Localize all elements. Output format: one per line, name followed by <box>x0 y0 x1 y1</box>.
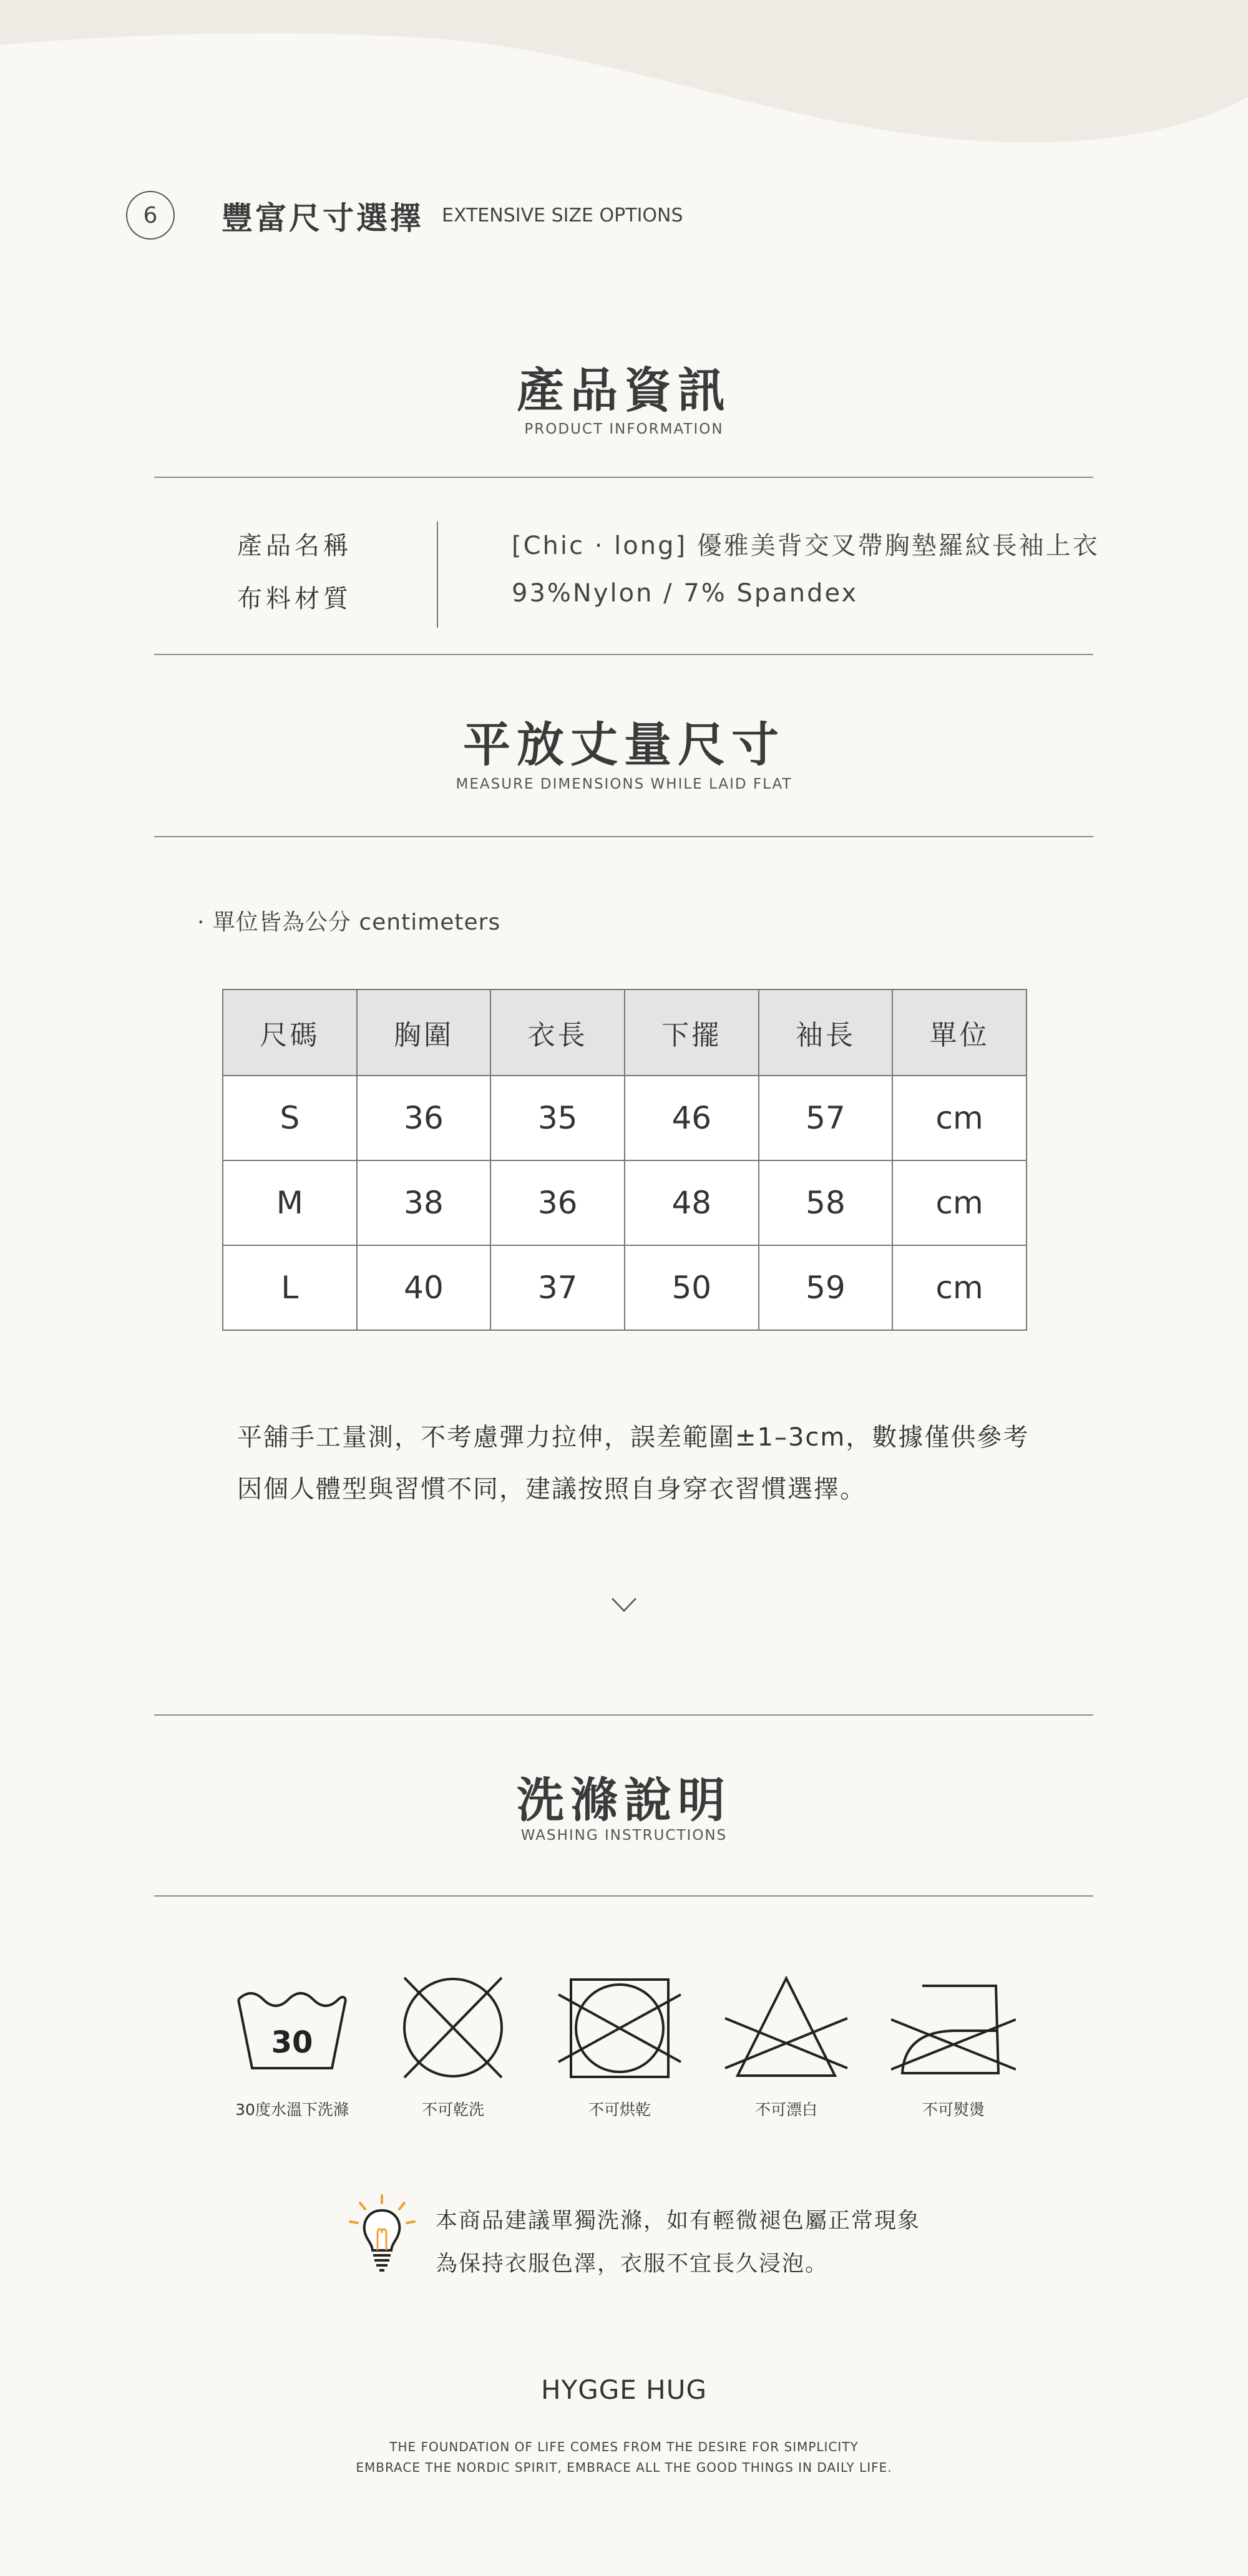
step-number: 6 <box>143 202 158 228</box>
divider-line <box>154 1714 1093 1716</box>
wash-tip-2: 為保持衣服色澤，衣服不宜長久浸泡。 <box>436 2252 829 2277</box>
table-cell: cm <box>892 1160 1026 1245</box>
divider-line <box>154 477 1093 478</box>
table-row <box>223 1245 1026 1330</box>
no-dry-clean-label: 不可乾洗 <box>421 2101 484 2119</box>
info-divider <box>437 522 438 628</box>
table-cell: cm <box>892 1245 1026 1330</box>
brand-name: HYGGE HUG <box>540 2374 708 2405</box>
table-cell: 57 <box>759 1076 893 1160</box>
no-bleach-label: 不可漂白 <box>754 2101 817 2119</box>
no-tumble-dry-label: 不可烘乾 <box>588 2101 651 2119</box>
measure-remark-1: 平舖手工量測，不考慮彈力拉伸，誤差範圍±1–3cm，數據僅供參考 <box>237 1423 1030 1452</box>
measure-title: 平放丈量尺寸 <box>463 717 785 772</box>
no-tumble-dry-icon <box>557 1975 682 2081</box>
section-title: 豐富尺寸選擇 <box>222 200 424 236</box>
unit-note: · 單位皆為公分 centimeters <box>197 910 501 935</box>
product-info-subtitle: PRODUCT INFORMATION <box>524 421 724 437</box>
wash-30-label: 30度水溫下洗滌 <box>235 2101 349 2119</box>
fabric-value: 93%Nylon / 7% Spandex <box>512 579 859 608</box>
table-cell: 48 <box>625 1160 759 1245</box>
measure-remark-2: 因個人體型與習慣不同，建議按照自身穿衣習慣選擇。 <box>237 1475 866 1504</box>
table-cell: 37 <box>490 1245 625 1330</box>
table-cell: 46 <box>625 1076 759 1160</box>
no-bleach-icon <box>724 1975 849 2081</box>
header-length: 衣長 <box>490 989 625 1076</box>
header-chest: 胸圍 <box>357 989 491 1076</box>
table-cell: 35 <box>490 1076 625 1160</box>
table-row <box>223 1160 1026 1245</box>
table-row <box>223 1076 1026 1160</box>
measure-subtitle: MEASURE DIMENSIONS WHILE LAID FLAT <box>456 776 792 792</box>
table-cell: 40 <box>357 1245 491 1330</box>
header-unit: 單位 <box>892 989 1026 1076</box>
table-cell: M <box>223 1160 357 1245</box>
table-cell: 36 <box>357 1076 491 1160</box>
washing-title: 洗滌說明 <box>517 1772 731 1828</box>
top-wave-decoration <box>0 0 1248 162</box>
divider-line <box>154 654 1093 655</box>
washing-subtitle: WASHING INSTRUCTIONS <box>520 1827 728 1844</box>
step-number-badge <box>126 191 175 240</box>
table-cell: 50 <box>625 1245 759 1330</box>
no-iron-label: 不可熨燙 <box>922 2101 985 2119</box>
wash-30-icon <box>230 1975 354 2081</box>
product-info-title: 產品資訊 <box>517 362 731 418</box>
table-cell: 59 <box>759 1245 893 1330</box>
wash-tip-1: 本商品建議單獨洗滌，如有輕微褪色屬正常現象 <box>436 2209 921 2233</box>
brand-slogan-1: THE FOUNDATION OF LIFE COMES FROM THE DESIRE FOR SIMPLICITY <box>389 2439 859 2454</box>
header-sleeve: 袖長 <box>759 989 893 1076</box>
table-cell: L <box>223 1245 357 1330</box>
table-cell: 38 <box>357 1160 491 1245</box>
divider-line <box>154 1895 1093 1897</box>
table-header-row <box>223 989 1026 1076</box>
size-table <box>222 989 1027 1331</box>
divider-line <box>154 836 1093 837</box>
wash-temperature: 30 <box>271 2025 313 2060</box>
product-name-value: [Chic · long] 優雅美背交叉帶胸墊羅紋長袖上衣 <box>512 532 1099 560</box>
no-dry-clean-icon <box>391 1975 515 2081</box>
header-size: 尺碼 <box>223 989 357 1076</box>
header-hem: 下擺 <box>625 989 759 1076</box>
table-cell: 36 <box>490 1160 625 1245</box>
table-cell: 58 <box>759 1160 893 1245</box>
product-name-label: 產品名稱 <box>237 532 352 560</box>
no-iron-icon <box>891 1975 1016 2081</box>
lightbulb-icon <box>346 2193 418 2274</box>
section-subtitle: EXTENSIVE SIZE OPTIONS <box>442 205 683 226</box>
chevron-down-icon <box>610 1596 638 1613</box>
fabric-label: 布料材質 <box>237 585 352 613</box>
table-cell: S <box>223 1076 357 1160</box>
brand-slogan-2: EMBRACE THE NORDIC SPIRIT, EMBRACE ALL THE GOOD THINGS IN DAILY LIFE. <box>356 2460 892 2475</box>
table-cell: cm <box>892 1076 1026 1160</box>
